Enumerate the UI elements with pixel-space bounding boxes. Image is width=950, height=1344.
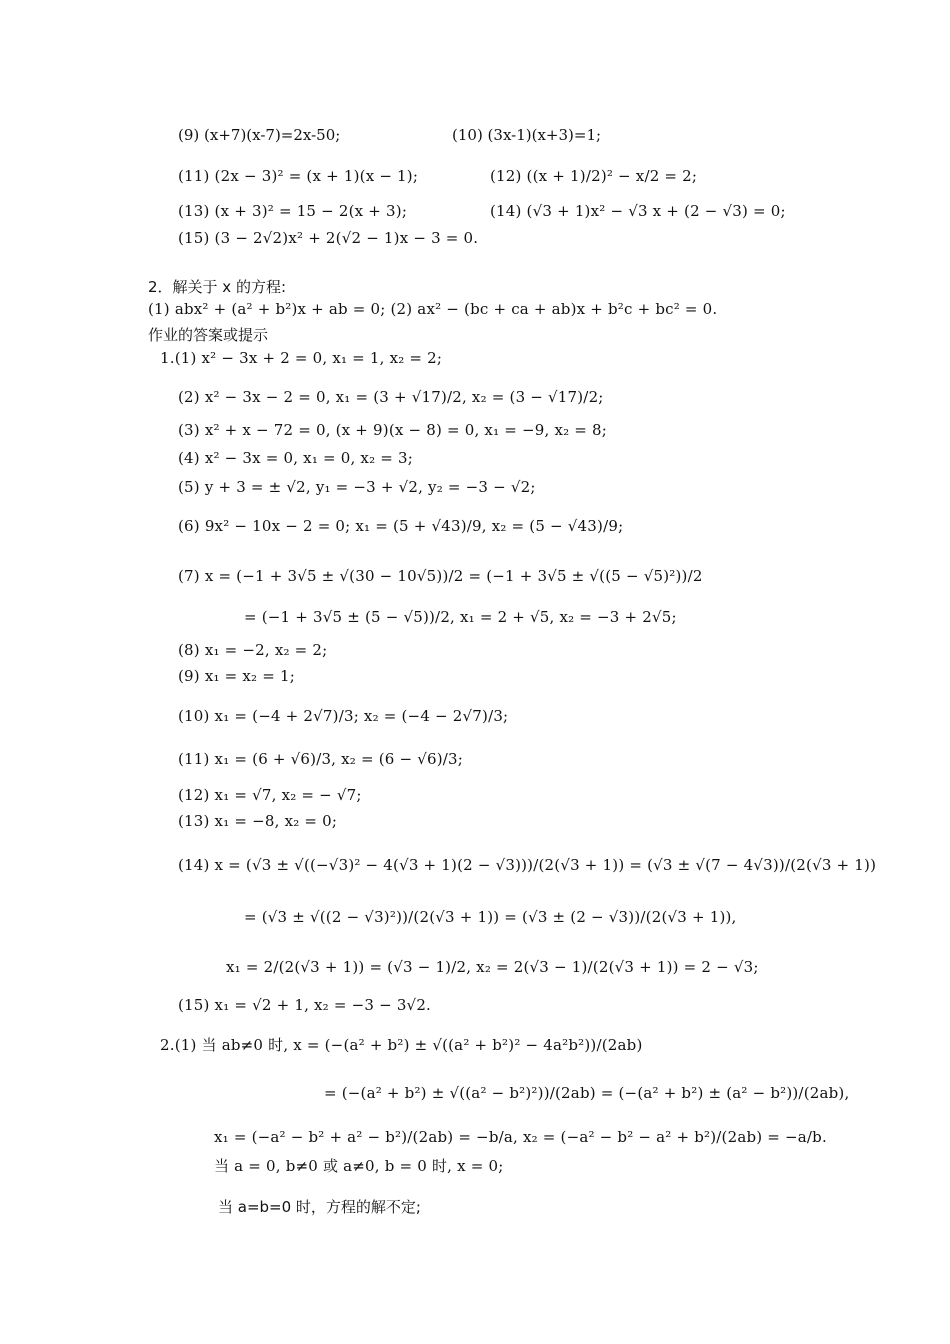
answer-1-13: (13) x₁ = −8, x₂ = 0;	[178, 812, 338, 830]
answer-1-2: (2) x² − 3x − 2 = 0, x₁ = (3 + √17)/2, x₂ = (3 − √17)/2;	[178, 388, 604, 406]
answer-1-9: (9) x₁ = x₂ = 1;	[178, 667, 295, 685]
answer-1-7: (7) x = (−1 + 3√5 ± √(30 − 10√5))/2 = (−1 + 3√5 ± √((5 − √5)²))/2	[178, 567, 703, 585]
answer-2-1-roots: x₁ = (−a² − b² + a² − b²)/(2ab) = −b/a, x₂ = (−a² − b² − a² + b²)/(2ab) = −a/b.	[214, 1128, 827, 1146]
answer-1-14: (14) x = (√3 ± √((−√3)² − 4(√3 + 1)(2 − √3)))/(2(√3 + 1)) = (√3 ± √(7 − 4√3))/(2(√3 + 1))	[178, 856, 877, 874]
answer-1-8: (8) x₁ = −2, x₂ = 2;	[178, 641, 328, 659]
exercise-15: (15) (3 − 2√2)x² + 2(√2 − 1)x − 3 = 0.	[178, 229, 479, 247]
exercise-12: (12) ((x + 1)/2)² − x/2 = 2;	[490, 167, 698, 185]
answer-1-6: (6) 9x² − 10x − 2 = 0; x₁ = (5 + √43)/9, x₂ = (5 − √43)/9;	[178, 517, 624, 535]
answer-1-15: (15) x₁ = √2 + 1, x₂ = −3 − 3√2.	[178, 996, 432, 1014]
answer-2-1: 2.(1) 当 ab≠0 时, x = (−(a² + b²) ± √((a² + b²)² − 4a²b²))/(2ab)	[160, 1036, 643, 1054]
answer-2-1-indeterminate: 当 a=b=0 时，方程的解不定;	[218, 1198, 421, 1216]
answer-1-3: (3) x² + x − 72 = 0, (x + 9)(x − 8) = 0, x₁ = −9, x₂ = 8;	[178, 421, 608, 439]
exercise-11: (11) (2x − 3)² = (x + 1)(x − 1);	[178, 167, 419, 185]
answer-1-10: (10) x₁ = (−4 + 2√7)/3; x₂ = (−4 − 2√7)/3;	[178, 707, 509, 725]
answer-1-14-roots: x₁ = 2/(2(√3 + 1)) = (√3 − 1)/2, x₂ = 2(√3 − 1)/(2(√3 + 1)) = 2 − √3;	[226, 958, 759, 976]
answer-1-11: (11) x₁ = (6 + √6)/3, x₂ = (6 − √6)/3;	[178, 750, 464, 768]
answer-1-1: 1.(1) x² − 3x + 2 = 0, x₁ = 1, x₂ = 2;	[160, 349, 443, 367]
answer-1-7-cont: = (−1 + 3√5 ± (5 − √5))/2, x₁ = 2 + √5, x₂ = −3 + 2√5;	[244, 608, 677, 626]
answers-heading: 作业的答案或提示	[148, 326, 269, 344]
answer-1-14-cont: = (√3 ± √((2 − √3)²))/(2(√3 + 1)) = (√3 ± (2 − √3))/(2(√3 + 1)),	[244, 908, 737, 926]
answer-2-1-case: 当 a = 0, b≠0 或 a≠0, b = 0 时, x = 0;	[214, 1157, 504, 1175]
exercise-9: (9) (x+7)(x-7)=2x-50;	[178, 126, 341, 144]
answer-1-12: (12) x₁ = √7, x₂ = − √7;	[178, 786, 362, 804]
problem2-heading: 2．解关于 x 的方程:	[148, 278, 287, 296]
problem2-equations: (1) abx² + (a² + b²)x + ab = 0; (2) ax² − (bc + ca + ab)x + b²c + bc² = 0.	[148, 300, 718, 318]
exercise-14: (14) (√3 + 1)x² − √3 x + (2 − √3) = 0;	[490, 202, 786, 220]
answer-1-5: (5) y + 3 = ± √2, y₁ = −3 + √2, y₂ = −3 − √2;	[178, 478, 536, 496]
exercise-13: (13) (x + 3)² = 15 − 2(x + 3);	[178, 202, 408, 220]
answer-2-1-cont: = (−(a² + b²) ± √((a² − b²)²))/(2ab) = (−(a² + b²) ± (a² − b²))/(2ab),	[324, 1084, 850, 1102]
answer-1-4: (4) x² − 3x = 0, x₁ = 0, x₂ = 3;	[178, 449, 414, 467]
exercise-10: (10) (3x-1)(x+3)=1;	[452, 126, 602, 144]
